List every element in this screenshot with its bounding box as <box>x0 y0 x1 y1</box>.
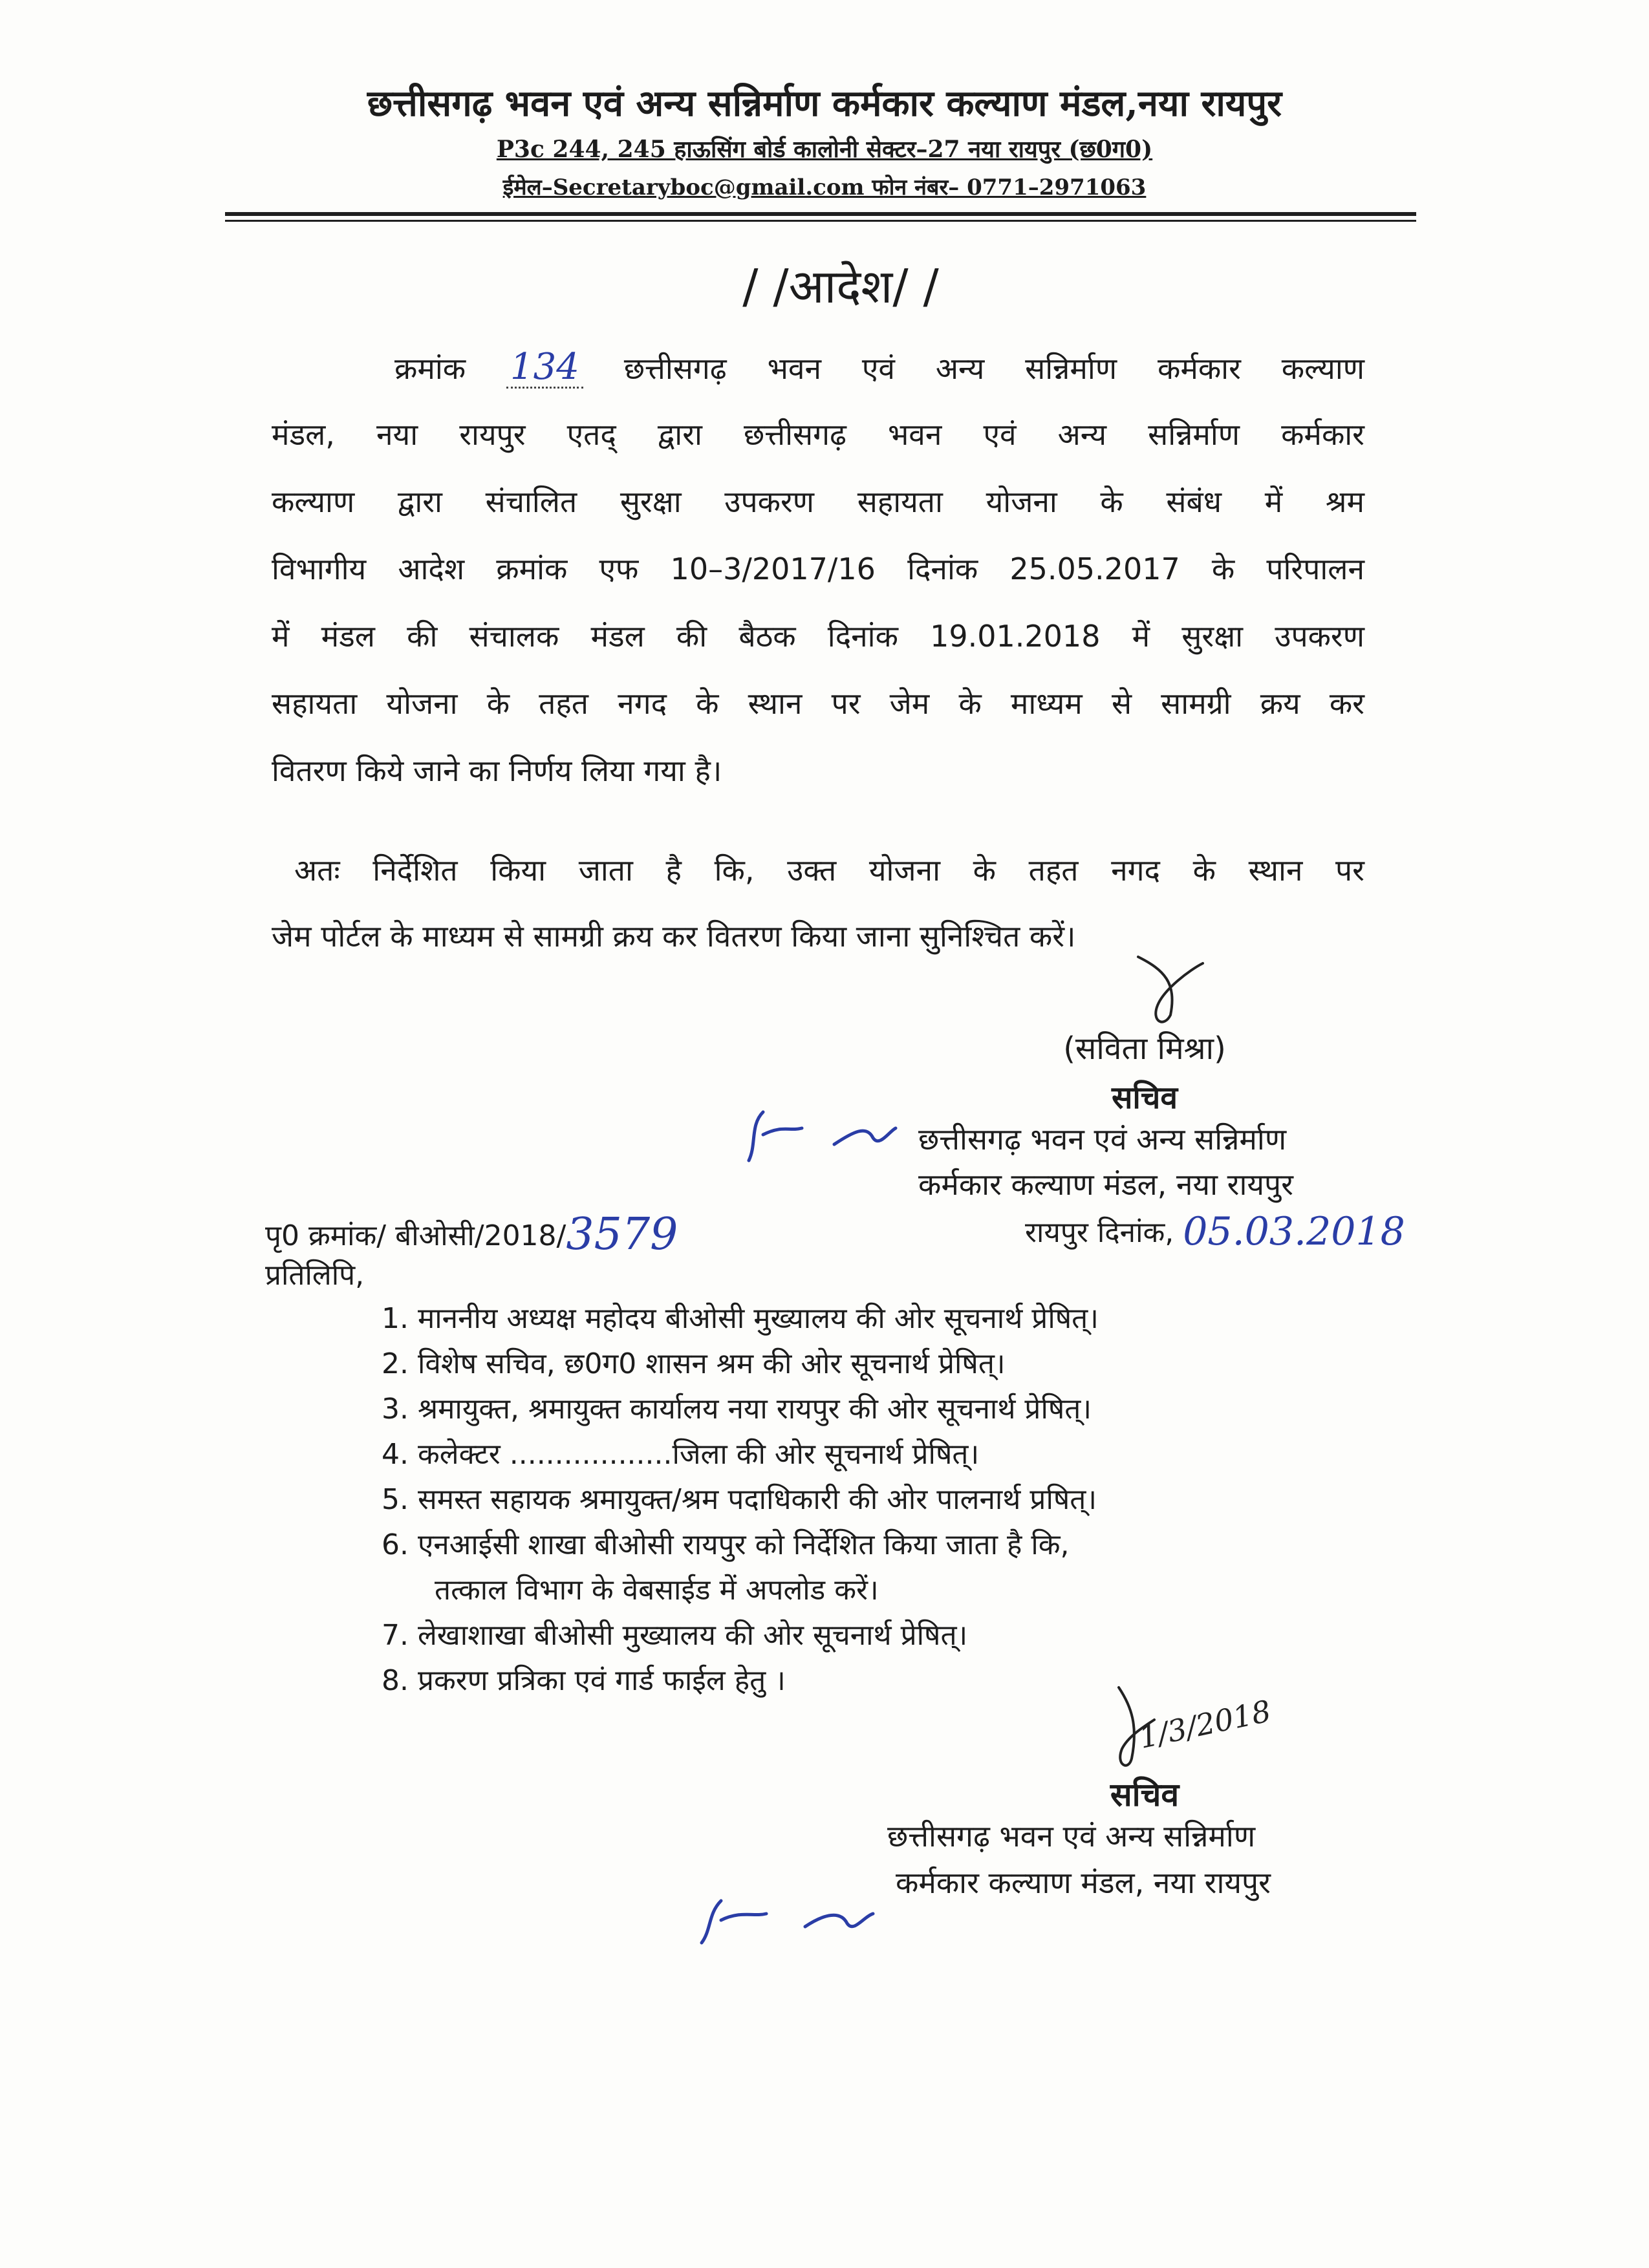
list-item: 3. श्रमायुक्त, श्रमायुक्त कार्यालय नया रायपुर की ओर सूचनार्थ प्रेषित्। <box>382 1393 1092 1426</box>
signatory2-org-line-1: छत्तीसगढ़ भवन एवं अन्य सन्निर्माण <box>887 1819 1256 1854</box>
list-item: 5. समस्त सहायक श्रमायुक्त/श्रम पदाधिकारी की ओर पालनार्थ प्रषित्। <box>382 1483 1097 1516</box>
initials-ink-2 <box>695 1888 889 1952</box>
para1-line-7: वितरण किये जाने का निर्णय लिया गया है। <box>272 753 722 788</box>
order-heading: / /आदेश/ / <box>742 259 939 314</box>
endorsement-number-handwritten: 3579 <box>566 1209 678 1260</box>
initials-ink-1 <box>737 1099 905 1170</box>
para1-line-1: छत्तीसगढ़ भवन एवं अन्य सन्निर्माण कर्मकार कल्याण <box>623 351 1364 386</box>
list-item: 4. कलेक्टर ..................जिला की ओर सूचनार्थ प्रेषित्। <box>382 1438 980 1471</box>
order-number-handwritten: 134 <box>506 348 583 389</box>
signature-ink-1 <box>1125 944 1216 1034</box>
signatory2-org-line-2: कर्मकार कल्याण मंडल, नया रायपुर <box>896 1865 1271 1900</box>
endorsement-number <box>265 1209 678 1260</box>
list-item: 8. प्रकरण प्रत्रिका एवं गार्ड फाईल हेतु । <box>382 1664 786 1697</box>
signatory-org-line-2: कर्मकार कल्याण मंडल, नया रायपुर <box>918 1167 1293 1202</box>
para2-line-2: जेम पोर्टल के माध्यम से सामग्री क्रय कर वितरण किया जाना सुनिश्चित करें। <box>272 919 1076 954</box>
address-text: P3c 244, 245 हाऊसिंग बोर्ड कालोनी सेक्टर–27 नया रायपुर (छ0ग0) <box>496 136 1153 163</box>
letterhead-rule-thin <box>225 220 1416 222</box>
order-number-label: क्रमांक <box>394 351 466 386</box>
list-item: तत्काल विभाग के वेबसाईड में अपलोड करें। <box>435 1574 879 1607</box>
para1-line-5: में मंडल की संचालक मंडल की बैठक दिनांक 19.01.2018 में सुरक्षा उपकरण <box>272 619 1364 654</box>
order-first-line <box>394 348 1364 389</box>
letterhead-title: छत्तीसगढ़ भवन एवं अन्य सन्निर्माण कर्मकार कल्याण मंडल,नया रायपुर <box>367 82 1282 125</box>
endorsement-date-handwritten: 05.03.2018 <box>1183 1209 1405 1254</box>
list-item: 1. माननीय अध्यक्ष महोदय बीओसी मुख्यालय की ओर सूचनार्थ प्रेषित्। <box>382 1302 1099 1335</box>
copy-label: प्रतिलिपि, <box>265 1259 365 1292</box>
letterhead-address <box>162 133 1487 164</box>
para1-line-2: मंडल, नया रायपुर एतद् द्वारा छत्तीसगढ़ भवन एवं अन्य सन्निर्माण कर्मकार <box>272 417 1364 452</box>
list-item: 6. एनआईसी शाखा बीओसी रायपुर को निर्देशित किया जाता है कि, <box>382 1528 1070 1561</box>
list-item: 2. विशेष सचिव, छ0ग0 शासन श्रम की ओर सूचनार्थ प्रेषित्। <box>382 1347 1006 1380</box>
endorsement-date-label: रायपुर दिनांक, <box>1025 1216 1174 1249</box>
copy-list <box>382 1296 1416 1704</box>
para2-line-1: अतः निर्देशित किया जाता है कि, उक्त योजना के तहत नगद के स्थान पर <box>294 853 1364 888</box>
list-item: 7. लेखाशाखा बीओसी मुख्यालय की ओर सूचनार्थ प्रेषित्। <box>382 1619 968 1652</box>
letterhead-rule-thick <box>225 212 1416 216</box>
para1-line-3: कल्याण द्वारा संचालित सुरक्षा उपकरण सहायता योजना के संबंध में श्रम <box>272 484 1364 519</box>
endorsement-number-prefix: पृ0 क्रमांक/ बीओसी/2018/ <box>265 1219 566 1252</box>
para1-line-4: विभागीय आदेश क्रमांक एफ 10–3/2017/16 दिनांक 25.05.2017 के परिपालन <box>272 551 1364 586</box>
signatory-designation: सचिव <box>1111 1080 1178 1116</box>
letterhead-contact <box>162 171 1487 201</box>
signatory2-designation: सचिव <box>1110 1776 1180 1813</box>
contact-text: ईमेल–Secretaryboc@gmail.com फोन नंबर– 0771–2971063 <box>502 175 1147 200</box>
para1-line-6: सहायता योजना के तहत नगद के स्थान पर जेम के माध्यम से सामग्री क्रय कर <box>272 686 1364 721</box>
signatory-org-line-1: छत्तीसगढ़ भवन एवं अन्य सन्निर्माण <box>918 1122 1287 1157</box>
signatory2-handwritten-date: 1/3/2018 <box>1136 1693 1274 1755</box>
endorsement-date <box>1025 1209 1405 1254</box>
signatory-name: (सविता मिश्रा) <box>1063 1031 1226 1067</box>
